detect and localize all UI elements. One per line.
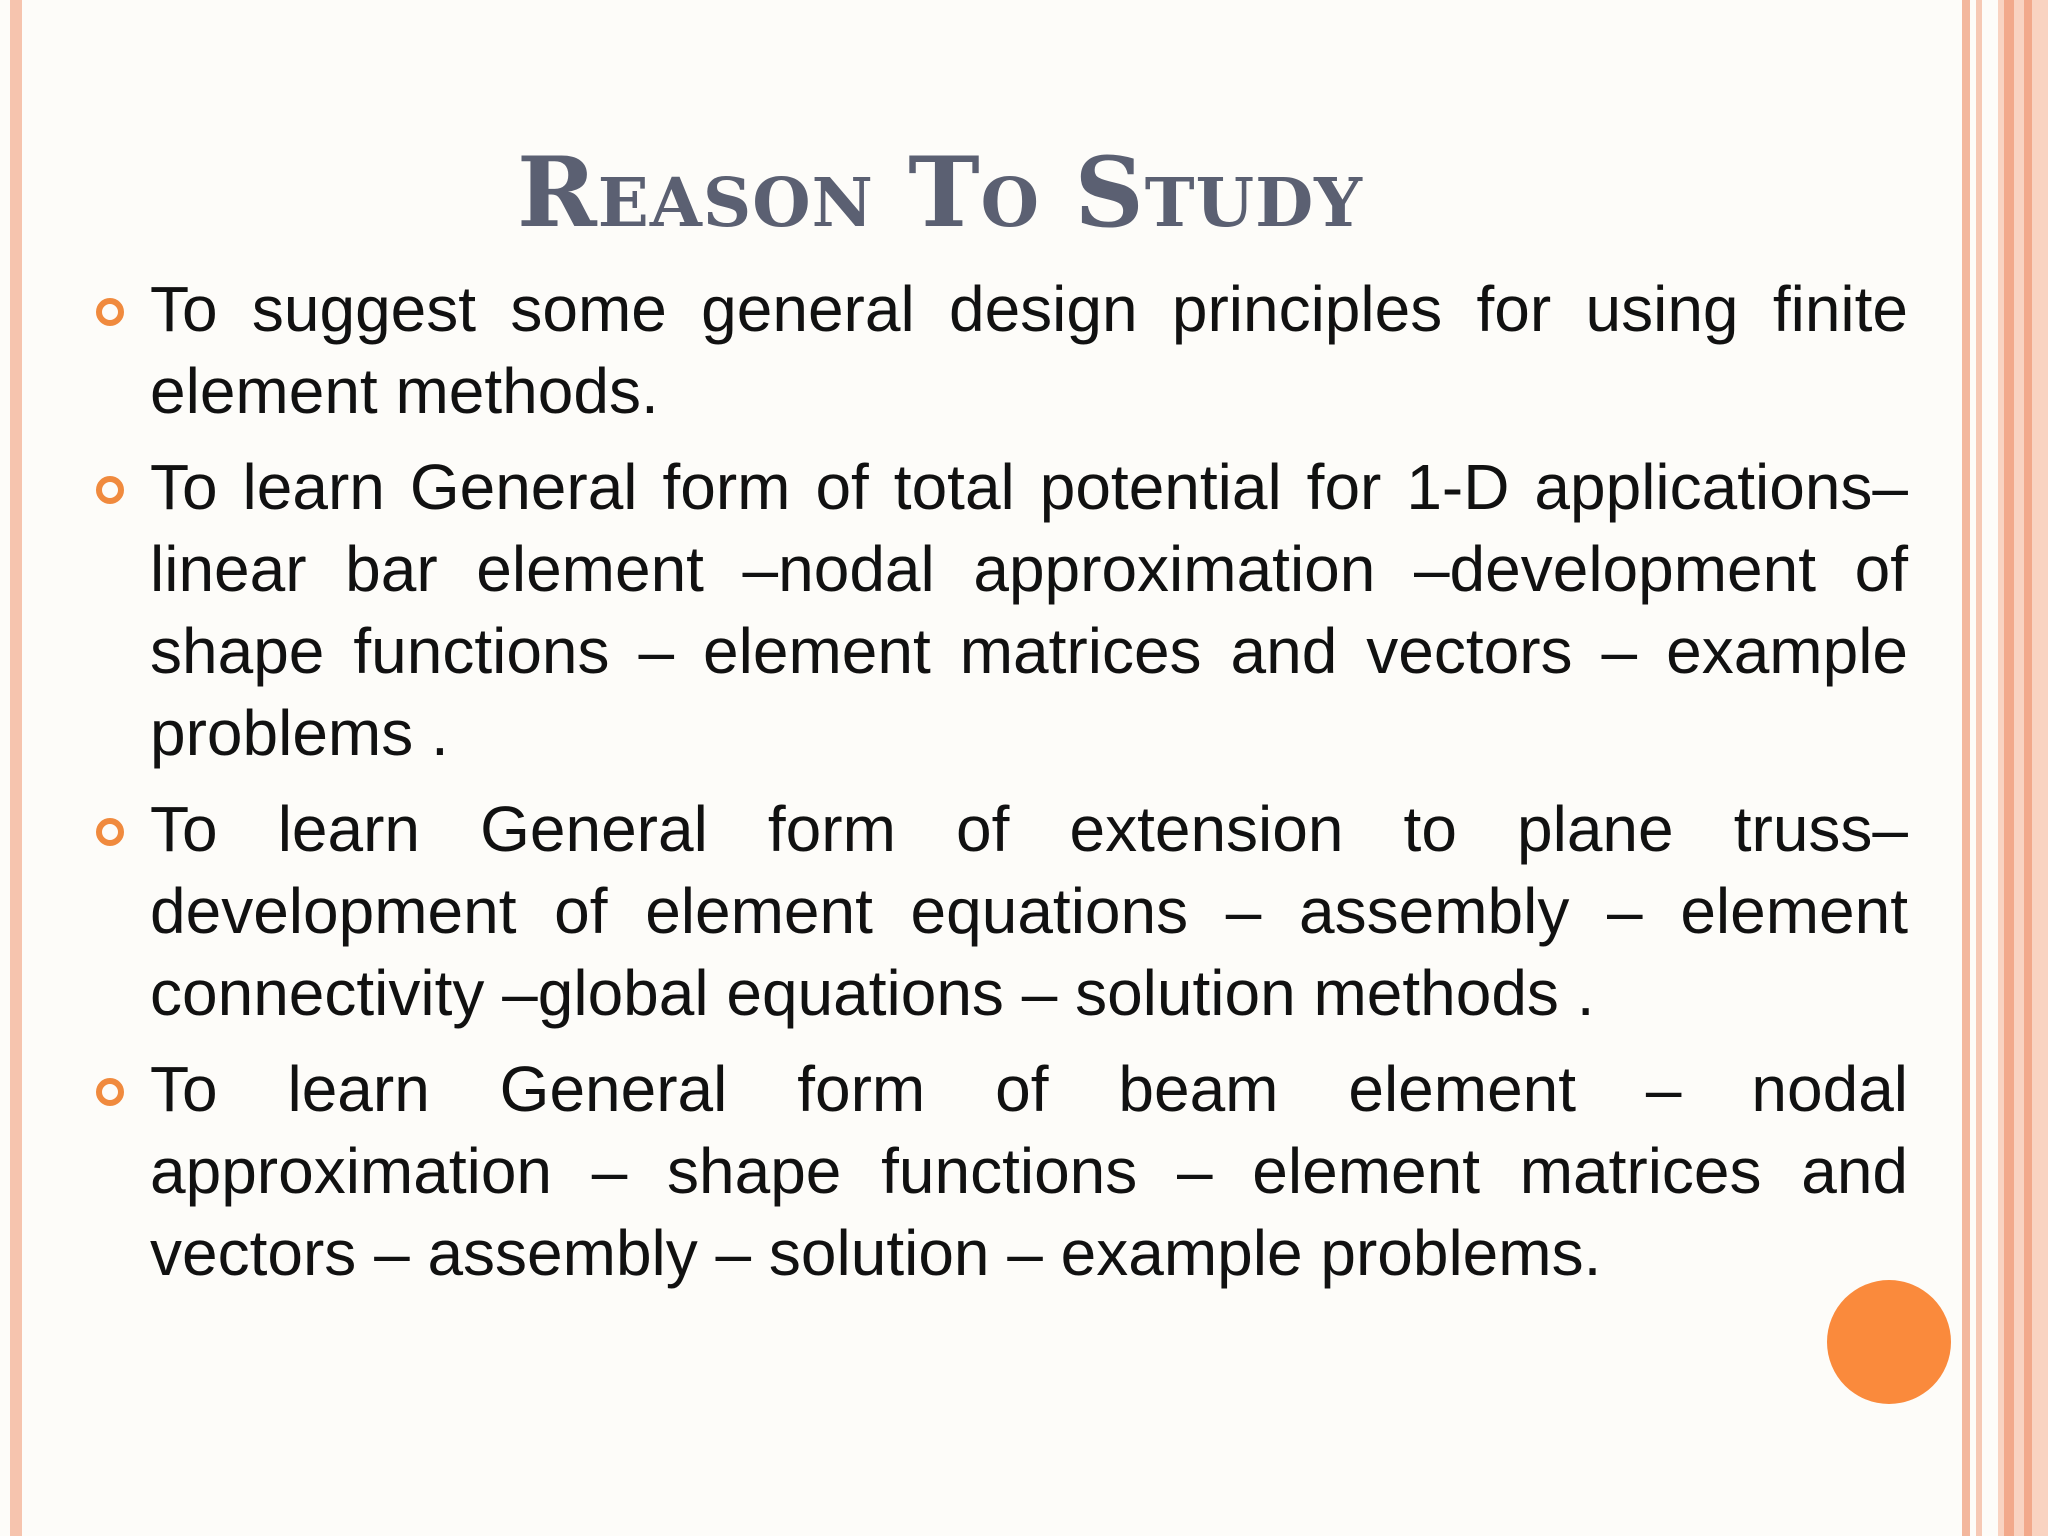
slide-title: Reason To Study [516,136,1363,249]
right-border-stripe [1976,0,1982,1536]
bullet-list [96,268,1908,1308]
list-item [96,268,1908,432]
hollow-circle-bullet-icon [96,818,124,846]
bullet-text: To learn General form of total potential for 1-D applications– linear bar element –nodal approximation –development of shape functions – element matrices and vectors – example problems . [150,451,1908,769]
hollow-circle-bullet-icon [96,1078,124,1106]
list-item [96,446,1908,774]
right-border-stripe [2004,0,2014,1536]
orange-circle-icon [1827,1280,1951,1404]
right-border-stripe [1962,0,1970,1536]
hollow-circle-bullet-icon [96,298,124,326]
list-item [96,788,1908,1034]
bullet-text: To suggest some general design principles for using finite element methods. [150,273,1908,427]
hollow-circle-bullet-icon [96,476,124,504]
bullet-text: To learn General form of beam element – nodal approximation – shape functions – element matrices and vectors – assembly – solution – example problems. [150,1053,1908,1289]
right-border-stripe [2024,0,2032,1536]
list-item [96,1048,1908,1294]
bullet-text: To learn General form of extension to plane truss– development of element equations – assembly – element connectivity –global equations – solution methods . [150,793,1908,1029]
